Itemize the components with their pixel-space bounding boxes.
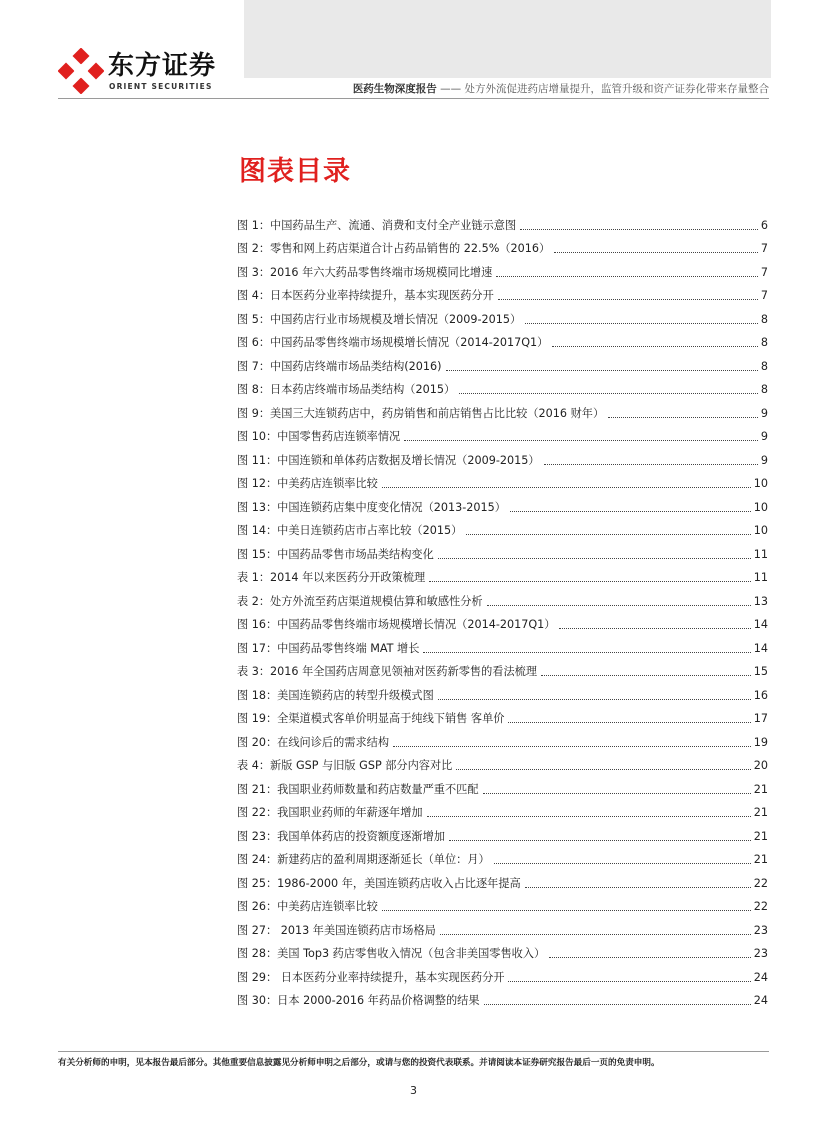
toc-entry[interactable] — [237, 303, 768, 327]
toc-entry[interactable] — [237, 891, 768, 915]
toc-entry[interactable] — [237, 609, 768, 633]
toc-leader-dots — [525, 887, 751, 888]
report-subtitle: —— 处方外流促进药店增量提升，监管升级和资产证券化带来存量整合 — [436, 83, 769, 95]
toc-entry-label: 表 1：2014 年以来医药分开政策梳理 — [237, 571, 426, 584]
toc-entry-label: 图 9：美国三大连锁药店中，药房销售和前店销售占比比较（2016 财年） — [237, 406, 605, 420]
toc-leader-dots — [438, 558, 751, 559]
toc-entry-label: 图 12：中美药店连锁率比较 — [237, 477, 378, 490]
toc-entry-label: 图 6：中国药品零售终端市场规模增长情况（2014-2017Q1） — [237, 336, 549, 349]
toc-entry-label: 图 5：中国药店行业市场规模及增长情况（2009-2015） — [237, 312, 522, 326]
toc-entry[interactable] — [237, 421, 768, 445]
report-header-title — [353, 82, 769, 96]
toc-entry[interactable] — [237, 585, 768, 609]
toc-entry-page: 20 — [753, 759, 768, 772]
toc-entry-page: 9 — [760, 406, 768, 420]
toc-entry-label: 表 3：2016 年全国药店周意见领袖对医药新零售的看法梳理 — [237, 665, 538, 678]
toc-entry-page: 10 — [753, 524, 768, 537]
toc-entry-page: 10 — [753, 477, 768, 490]
toc-leader-dots — [552, 346, 758, 347]
toc-leader-dots — [549, 957, 751, 958]
toc-entry-label: 图 22：我国职业药师的年薪逐年增加 — [237, 806, 423, 819]
toc-leader-dots — [484, 1004, 751, 1005]
toc-entry-label: 图 15：中国药品零售市场品类结构变化 — [237, 547, 434, 561]
toc-entry-label: 图 3：2016 年六大药品零售终端市场规模同比增速 — [237, 265, 493, 279]
toc-leader-dots — [525, 323, 758, 324]
toc-entry-page: 21 — [753, 782, 768, 796]
toc-entry-page: 13 — [753, 594, 768, 608]
toc-entry-label: 图 29： 日本医药分业率持续提升，基本实现医药分开 — [237, 970, 505, 984]
toc-leader-dots — [487, 605, 751, 606]
toc-leader-dots — [508, 981, 750, 982]
toc-leader-dots — [559, 628, 750, 629]
toc-entry-page: 9 — [760, 430, 768, 443]
toc-entry-page: 8 — [760, 336, 768, 349]
toc-entry[interactable] — [237, 632, 768, 656]
toc-leader-dots — [459, 393, 758, 394]
toc-entry[interactable] — [237, 562, 768, 586]
toc-leader-dots — [429, 581, 751, 582]
toc-entry[interactable] — [237, 750, 768, 774]
toc-entry-page: 15 — [753, 665, 768, 678]
toc-entry-label: 图 1：中国药品生产、流通、消费和支付全产业链示意图 — [237, 218, 517, 232]
toc-entry[interactable] — [237, 773, 768, 797]
toc-entry-page: 11 — [753, 547, 768, 561]
toc-entry-page: 21 — [753, 806, 768, 819]
toc-entry-page: 23 — [753, 947, 768, 960]
toc-entry-page: 6 — [760, 218, 768, 232]
toc-leader-dots — [382, 910, 751, 911]
table-of-figures — [237, 209, 768, 1008]
toc-entry-page: 24 — [753, 994, 768, 1007]
toc-entry-page: 23 — [753, 923, 768, 937]
toc-entry-page: 8 — [760, 312, 768, 326]
toc-entry-page: 21 — [753, 853, 768, 866]
toc-entry-label: 图 7：中国药店终端市场品类结构(2016) — [237, 359, 442, 373]
toc-entry[interactable] — [237, 350, 768, 374]
toc-entry[interactable] — [237, 233, 768, 257]
toc-entry[interactable] — [237, 280, 768, 304]
toc-entry[interactable] — [237, 703, 768, 727]
toc-entry[interactable] — [237, 374, 768, 398]
toc-entry-page: 17 — [753, 712, 768, 725]
toc-leader-dots — [393, 746, 751, 747]
toc-entry-label: 图 28：美国 Top3 药店零售收入情况（包含非美国零售收入） — [237, 947, 546, 960]
toc-entry[interactable] — [237, 656, 768, 680]
company-logo — [58, 48, 238, 98]
footer-divider — [58, 1051, 769, 1052]
toc-leader-dots — [508, 722, 750, 723]
toc-entry-label: 图 4：日本医药分业率持续提升，基本实现医药分开 — [237, 289, 494, 302]
toc-leader-dots — [520, 229, 758, 230]
toc-entry[interactable] — [237, 938, 768, 962]
toc-entry[interactable] — [237, 797, 768, 821]
toc-entry-label: 表 4：新版 GSP 与旧版 GSP 部分内容对比 — [237, 759, 453, 772]
toc-entry-label: 图 20：在线问诊后的需求结构 — [237, 735, 390, 749]
toc-entry-label: 图 10：中国零售药店连锁率情况 — [237, 430, 401, 443]
toc-entry-label: 图 16：中国药品零售终端市场规模增长情况（2014-2017Q1） — [237, 618, 556, 631]
toc-entry-label: 图 19：全渠道模式客单价明显高于纯线下销售 客单价 — [237, 712, 505, 725]
logo-english-name: ORIENT SECURITIES — [109, 82, 213, 91]
toc-entry-label: 图 27： 2013 年美国连锁药店市场格局 — [237, 923, 436, 937]
toc-entry-page: 14 — [753, 641, 768, 655]
toc-entry-label: 图 23：我国单体药店的投资额度逐渐增加 — [237, 829, 445, 843]
toc-entry-label: 表 2：处方外流至药店渠道规模估算和敏感性分析 — [237, 594, 483, 608]
toc-leader-dots — [438, 699, 751, 700]
toc-entry-label: 图 21：我国职业药师数量和药店数量严重不匹配 — [237, 782, 479, 796]
toc-leader-dots — [427, 816, 751, 817]
toc-entry-label: 图 18：美国连锁药店的转型升级模式图 — [237, 688, 434, 702]
toc-entry-page: 7 — [760, 265, 768, 279]
toc-leader-dots — [541, 675, 751, 676]
header-gray-tab — [244, 0, 771, 78]
toc-entry-label: 图 14：中美日连锁药店市占率比较（2015） — [237, 524, 463, 537]
toc-leader-dots — [483, 793, 751, 794]
toc-entry-page: 22 — [753, 876, 768, 890]
toc-entry-label: 图 26：中美药店连锁率比较 — [237, 900, 378, 913]
toc-leader-dots — [449, 840, 751, 841]
toc-entry[interactable] — [237, 867, 768, 891]
toc-entry-page: 7 — [760, 289, 768, 302]
toc-entry[interactable] — [237, 820, 768, 844]
toc-leader-dots — [544, 464, 758, 465]
toc-entry-page: 10 — [753, 500, 768, 514]
toc-leader-dots — [440, 934, 751, 935]
toc-entry[interactable] — [237, 914, 768, 938]
toc-entry[interactable] — [237, 327, 768, 351]
toc-entry-page: 8 — [760, 359, 768, 373]
toc-entry-page: 14 — [753, 618, 768, 631]
logo-chinese-name: 东方证券 — [108, 51, 217, 81]
toc-entry[interactable] — [237, 515, 768, 539]
toc-entry[interactable] — [237, 491, 768, 515]
page-number: 3 — [410, 1084, 417, 1097]
toc-leader-dots — [466, 534, 750, 535]
toc-leader-dots — [382, 487, 751, 488]
toc-entry-page: 22 — [753, 900, 768, 913]
toc-entry-page: 8 — [760, 383, 768, 396]
toc-entry[interactable] — [237, 985, 768, 1009]
toc-entry-page: 19 — [753, 735, 768, 749]
toc-entry-label: 图 17：中国药品零售终端 MAT 增长 — [237, 641, 420, 655]
toc-leader-dots — [446, 370, 758, 371]
toc-entry-page: 9 — [760, 453, 768, 467]
toc-entry[interactable] — [237, 844, 768, 868]
footer-disclaimer: 有关分析师的申明，见本报告最后部分。其他重要信息披露见分析师申明之后部分，或请与您的投资代表联系。并请阅读本证券研究报告最后一页的免责申明。 — [58, 1058, 660, 1068]
toc-entry-label: 图 30：日本 2000-2016 年药品价格调整的结果 — [237, 994, 480, 1007]
toc-entry[interactable] — [237, 538, 768, 562]
toc-leader-dots — [498, 299, 758, 300]
toc-entry-label: 图 25：1986-2000 年，美国连锁药店收入占比逐年提高 — [237, 876, 521, 890]
toc-entry-label: 图 2：零售和网上药店渠道合计占药品销售的 22.5%（2016） — [237, 242, 551, 255]
toc-entry[interactable] — [237, 961, 768, 985]
report-type: 医药生物深度报告 — [352, 83, 437, 95]
toc-leader-dots — [404, 440, 758, 441]
toc-entry[interactable] — [237, 679, 768, 703]
toc-entry-page: 16 — [753, 688, 768, 702]
toc-entry-label: 图 8：日本药店终端市场品类结构（2015） — [237, 383, 456, 396]
toc-leader-dots — [608, 417, 758, 418]
toc-leader-dots — [496, 276, 758, 277]
toc-entry[interactable] — [237, 397, 768, 421]
toc-entry-label: 图 24：新建药店的盈利周期逐渐延长（单位：月） — [237, 853, 490, 866]
toc-entry-label: 图 11：中国连锁和单体药店数据及增长情况（2009-2015） — [237, 453, 540, 467]
toc-entry[interactable] — [237, 444, 768, 468]
toc-entry-page: 7 — [760, 242, 768, 255]
toc-title: 图表目录 — [239, 156, 351, 187]
toc-entry-page: 24 — [753, 970, 768, 984]
toc-entry[interactable] — [237, 256, 768, 280]
toc-entry-page: 21 — [753, 829, 768, 843]
toc-entry-page: 11 — [753, 571, 768, 584]
orient-securities-logo-icon — [58, 48, 104, 94]
header-divider — [58, 98, 769, 99]
toc-entry[interactable] — [237, 468, 768, 492]
toc-leader-dots — [494, 863, 751, 864]
toc-entry-label: 图 13：中国连锁药店集中度变化情况（2013-2015） — [237, 500, 506, 514]
toc-leader-dots — [456, 769, 750, 770]
toc-leader-dots — [554, 252, 758, 253]
toc-entry[interactable] — [237, 726, 768, 750]
toc-leader-dots — [510, 511, 751, 512]
toc-leader-dots — [423, 652, 750, 653]
toc-entry[interactable] — [237, 209, 768, 233]
